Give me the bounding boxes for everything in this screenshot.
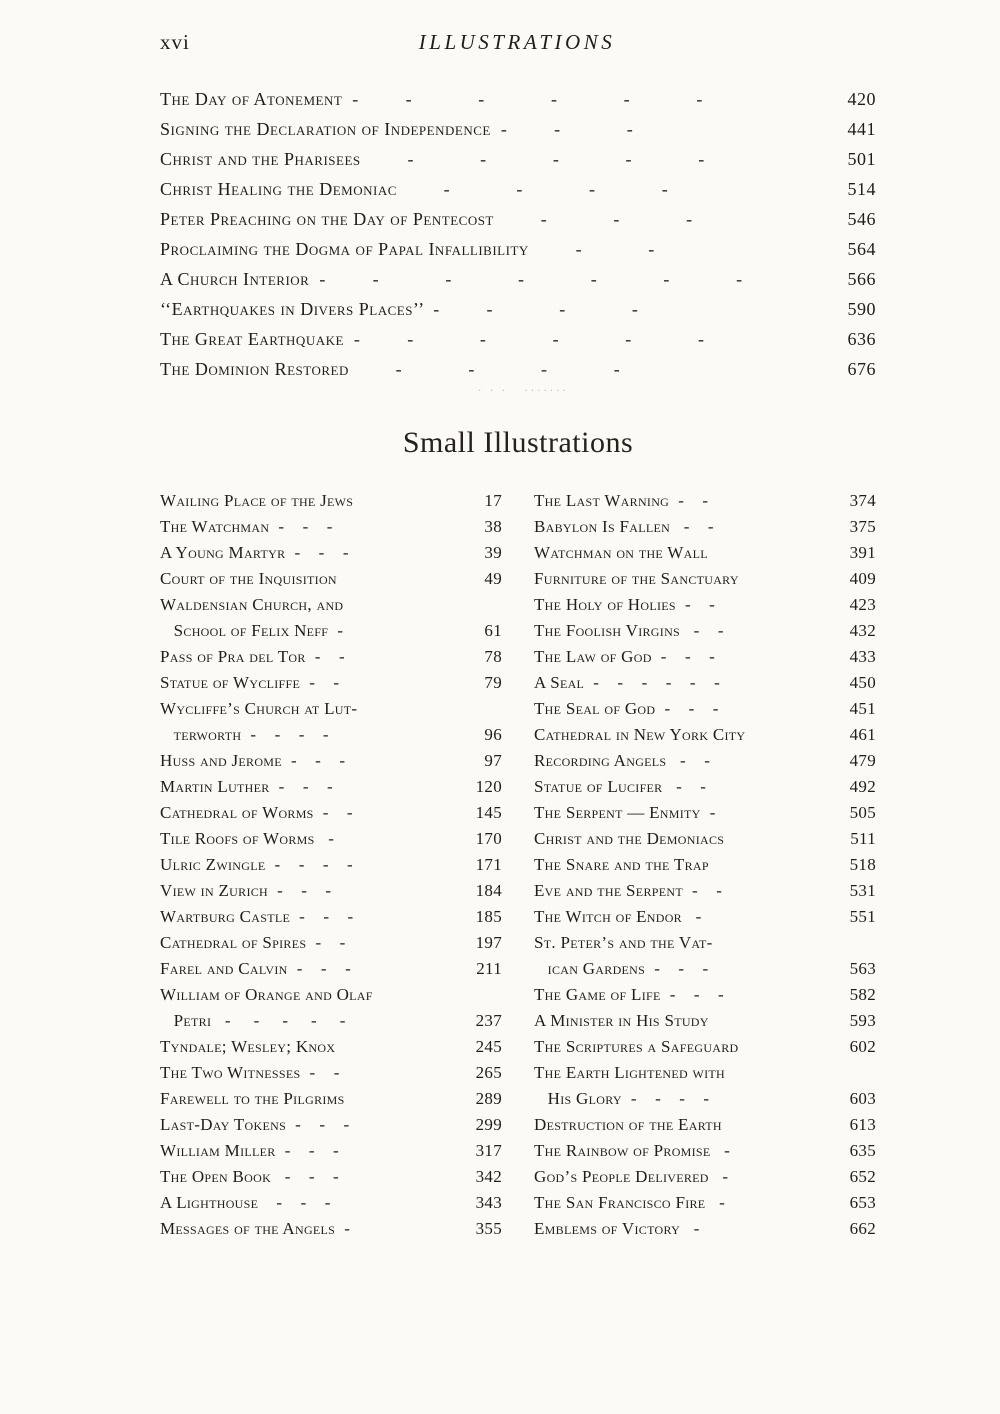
illustration-entry: [534, 1112, 876, 1138]
page-number: 409: [849, 569, 876, 588]
illustration-title: Messages of the Angels -: [160, 1219, 351, 1238]
illustration-title: The Seal of God - - -: [534, 699, 719, 718]
illustration-title: A Seal - - - - - -: [534, 673, 721, 692]
illustration-entry: [534, 1034, 876, 1060]
illustration-entry: [534, 1190, 876, 1216]
illustration-title: Pass of Pra del Tor - -: [160, 647, 345, 666]
illustration-entry: [534, 852, 876, 878]
illustration-entry: [534, 488, 876, 514]
illustration-title: William of Orange and Olaf: [160, 985, 373, 1004]
page-number: 676: [847, 359, 876, 379]
illustration-title: Wailing Place of the Jews: [160, 491, 354, 510]
illustration-entry: [534, 982, 876, 1008]
illustration-entry: [160, 1190, 502, 1216]
page-number: 563: [849, 959, 876, 978]
illustration-entry: [160, 84, 876, 114]
page-number: 602: [849, 1037, 876, 1056]
illustration-entry: [160, 904, 502, 930]
illustration-entry: [534, 1060, 876, 1086]
illustration-entry: [160, 644, 502, 670]
illustration-entry: [160, 592, 502, 618]
illustration-title: Tile Roofs of Worms -: [160, 829, 335, 848]
illustration-entry: [160, 1086, 502, 1112]
illustration-title: Eve and the Serpent - -: [534, 881, 723, 900]
illustration-title: Wartburg Castle - - -: [160, 907, 354, 926]
illustration-title: A Young Martyr - - -: [160, 543, 349, 562]
illustration-title: Christ and the Pharisees: [160, 149, 361, 169]
page-number: 441: [847, 119, 876, 139]
page-number: 433: [849, 647, 876, 666]
illustration-entry: [160, 670, 502, 696]
illustration-title: Wycliffe’s Church at Lut-: [160, 699, 358, 718]
illustration-title: The Serpent — Enmity -: [534, 803, 716, 822]
page-number: 355: [475, 1219, 502, 1238]
illustration-title: Cathedral of Worms - -: [160, 803, 353, 822]
dash-leader: - -: [575, 239, 655, 259]
running-head: ILLUSTRATIONS: [418, 30, 616, 54]
illustration-entry: [534, 1216, 876, 1242]
illustration-title: The Earth Lightened with: [534, 1063, 726, 1082]
page-number: 61: [484, 621, 502, 640]
illustration-title: A Minister in His Study: [534, 1011, 709, 1030]
page-number: 590: [847, 299, 876, 319]
illustration-entry: [160, 696, 502, 722]
illustration-entry: [160, 324, 876, 354]
illustration-entry: [160, 878, 502, 904]
page-number: 546: [847, 209, 876, 229]
page-content: [160, 84, 876, 1242]
illustration-title: Huss and Jerome - - -: [160, 751, 346, 770]
illustration-title: ‘‘Earthquakes in Divers Places’’ -: [160, 299, 440, 319]
illustration-entry: [160, 826, 502, 852]
page-number: 450: [849, 673, 876, 692]
illustration-title: A Church Interior -: [160, 269, 326, 289]
illustration-entry: [160, 1112, 502, 1138]
illustration-entry: [534, 540, 876, 566]
page-number: 265: [475, 1063, 502, 1082]
illustration-entry: [160, 114, 876, 144]
illustration-title: His Glory - - - -: [534, 1089, 710, 1108]
illustration-entry: [160, 566, 502, 592]
illustration-title: God’s People Delivered -: [534, 1167, 729, 1186]
illustration-title: Watchman on the Wall: [534, 543, 708, 562]
illustration-title: Cathedral of Spires - -: [160, 933, 346, 952]
page-number: 289: [475, 1089, 502, 1108]
illustration-entry: [534, 956, 876, 982]
illustration-title: Peter Preaching on the Day of Pentecost: [160, 209, 494, 229]
small-illustrations-columns: [160, 488, 876, 1242]
right-column: [534, 488, 876, 1242]
illustration-entry: [534, 878, 876, 904]
illustration-entry: [160, 930, 502, 956]
illustration-title: Christ Healing the Demoniac: [160, 179, 397, 199]
illustration-entry: [160, 514, 502, 540]
illustration-title: Court of the Inquisition: [160, 569, 337, 588]
page-folio: xvi: [160, 30, 190, 54]
illustration-title: Martin Luther - - -: [160, 777, 333, 796]
illustration-title: Tyndale; Wesley; Knox: [160, 1037, 336, 1056]
illustration-entry: [534, 618, 876, 644]
page-number: 170: [475, 829, 502, 848]
page-number: 211: [476, 959, 502, 978]
illustration-entry: [534, 904, 876, 930]
illustration-entry: [160, 852, 502, 878]
illustration-entry: [160, 1138, 502, 1164]
illustration-entry: [534, 930, 876, 956]
illustration-title: The Holy of Holies - -: [534, 595, 716, 614]
illustration-title: The Day of Atonement -: [160, 89, 359, 109]
illustration-title: Ulric Zwingle - - - -: [160, 855, 354, 874]
page-number: 423: [849, 595, 876, 614]
illustration-entry: [160, 982, 502, 1008]
illustration-title: The Scriptures a Safeguard: [534, 1037, 739, 1056]
page-number: 501: [847, 149, 876, 169]
illustration-entry: [160, 956, 502, 982]
illustration-entry: [160, 354, 876, 384]
page-number: 511: [850, 829, 876, 848]
illustration-entry: [160, 618, 502, 644]
illustration-entry: [160, 1164, 502, 1190]
illustration-entry: [160, 774, 502, 800]
illustration-title: Signing the Declaration of Independence -: [160, 119, 508, 139]
page-number: 49: [484, 569, 502, 588]
illustration-title: Destruction of the Earth: [534, 1115, 722, 1134]
page-number: 197: [475, 933, 502, 952]
illustration-entry: [160, 1008, 502, 1034]
illustration-title: Cathedral in New York City: [534, 725, 746, 744]
dash-leader: - - - -: [443, 179, 669, 199]
page-number: 245: [475, 1037, 502, 1056]
print-smudge: · · · ·······: [478, 386, 569, 397]
illustration-title: The Watchman - - -: [160, 517, 333, 536]
illustration-entry: [534, 566, 876, 592]
illustration-title: The Snare and the Trap: [534, 855, 709, 874]
illustration-entry: [534, 774, 876, 800]
illustration-entry: [534, 826, 876, 852]
page-number: 505: [849, 803, 876, 822]
dash-leader: - - - -: [395, 359, 621, 379]
illustration-title: Proclaiming the Dogma of Papal Infallibility: [160, 239, 529, 259]
page-number: 17: [484, 491, 502, 510]
illustration-title: School of Felix Neff -: [160, 621, 344, 640]
illustration-title: Farewell to the Pilgrims: [160, 1089, 345, 1108]
illustration-entry: [160, 174, 876, 204]
page-number: 603: [849, 1089, 876, 1108]
illustration-title: William Miller - - -: [160, 1141, 339, 1160]
dash-leader: - - - - -: [407, 329, 705, 349]
full-page-illustrations-list: [160, 84, 876, 384]
page-number: 420: [847, 89, 876, 109]
page-number: 97: [484, 751, 502, 770]
illustration-entry: [160, 204, 876, 234]
illustration-title: The Game of Life - - -: [534, 985, 724, 1004]
page-number: 184: [475, 881, 502, 900]
dash-leader: - - -: [540, 209, 693, 229]
page-number: 582: [849, 985, 876, 1004]
illustration-title: Waldensian Church, and: [160, 595, 344, 614]
illustration-entry: [534, 1008, 876, 1034]
page-number: 342: [475, 1167, 502, 1186]
page-number: 78: [484, 647, 502, 666]
illustration-title: The Witch of Endor -: [534, 907, 702, 926]
left-column: [160, 488, 502, 1242]
illustration-entry: [160, 1216, 502, 1242]
illustration-title: Farel and Calvin - - -: [160, 959, 352, 978]
illustration-title: The Rainbow of Promise -: [534, 1141, 731, 1160]
page-number: 531: [849, 881, 876, 900]
page-number: 652: [849, 1167, 876, 1186]
illustration-title: The Law of God - - -: [534, 647, 716, 666]
illustration-title: St. Peter’s and the Vat-: [534, 933, 713, 952]
illustration-title: Petri - - - - -: [160, 1011, 346, 1030]
illustration-title: The Two Witnesses - -: [160, 1063, 340, 1082]
illustration-title: Statue of Wycliffe - -: [160, 673, 340, 692]
illustration-title: Furniture of the Sanctuary: [534, 569, 739, 588]
illustration-title: The Last Warning - -: [534, 491, 709, 510]
page-number: 299: [475, 1115, 502, 1134]
page-number: 145: [475, 803, 502, 822]
illustration-title: Statue of Lucifer - -: [534, 777, 707, 796]
page-number: 317: [475, 1141, 502, 1160]
page-number: 564: [847, 239, 876, 259]
page-number: 593: [849, 1011, 876, 1030]
illustration-title: The Foolish Virgins - -: [534, 621, 724, 640]
page-number: 566: [847, 269, 876, 289]
dash-leader: - - - - -: [407, 149, 705, 169]
page-number: 79: [484, 673, 502, 692]
illustration-entry: [160, 294, 876, 324]
dash-leader: - - - - -: [405, 89, 703, 109]
illustration-entry: [534, 696, 876, 722]
dash-leader: - - -: [486, 299, 639, 319]
dash-leader: - - - - - -: [372, 269, 743, 289]
page-number: 492: [849, 777, 876, 796]
page-number: 514: [847, 179, 876, 199]
illustration-title: ican Gardens - - -: [534, 959, 709, 978]
dash-leader: - -: [554, 119, 634, 139]
illustration-title: Last-Day Tokens - - -: [160, 1115, 350, 1134]
page-number: 653: [849, 1193, 876, 1212]
illustration-entry: [534, 1086, 876, 1112]
illustration-entry: [160, 800, 502, 826]
page-number: 479: [849, 751, 876, 770]
illustration-entry: [160, 234, 876, 264]
illustration-entry: [160, 488, 502, 514]
illustration-title: The Great Earthquake -: [160, 329, 361, 349]
illustration-title: A Lighthouse - - -: [160, 1193, 331, 1212]
page-number: 185: [475, 907, 502, 926]
illustration-title: View in Zurich - - -: [160, 881, 332, 900]
illustration-entry: [534, 1164, 876, 1190]
page-number: 343: [475, 1193, 502, 1212]
page-number: 39: [484, 543, 502, 562]
page-number: 38: [484, 517, 502, 536]
illustration-title: The Open Book - - -: [160, 1167, 339, 1186]
illustration-entry: [160, 540, 502, 566]
illustration-entry: [534, 592, 876, 618]
illustration-title: Emblems of Victory -: [534, 1219, 700, 1238]
illustration-entry: [534, 1138, 876, 1164]
illustration-title: The San Francisco Fire -: [534, 1193, 726, 1212]
illustration-entry: [160, 1034, 502, 1060]
page-number: 237: [475, 1011, 502, 1030]
illustration-entry: [534, 800, 876, 826]
page-number: 451: [849, 699, 876, 718]
page-number: 518: [849, 855, 876, 874]
page-number: 613: [849, 1115, 876, 1134]
page-number: 374: [849, 491, 876, 510]
illustration-title: Recording Angels - -: [534, 751, 711, 770]
page-number: 391: [849, 543, 876, 562]
illustration-title: Christ and the Demoniacs: [534, 829, 725, 848]
illustration-entry: [534, 722, 876, 748]
illustration-entry: [534, 644, 876, 670]
page-number: 171: [475, 855, 502, 874]
page-number: 120: [475, 777, 502, 796]
illustration-entry: [534, 748, 876, 774]
section-heading: Small Illustrations: [402, 426, 634, 459]
page-number: 636: [847, 329, 876, 349]
illustration-entry: [160, 144, 876, 174]
page-number: 662: [849, 1219, 876, 1238]
page-number: 461: [849, 725, 876, 744]
illustration-title: Babylon Is Fallen - -: [534, 517, 714, 536]
illustration-entry: [160, 1060, 502, 1086]
page-number: 432: [849, 621, 876, 640]
illustration-entry: [160, 722, 502, 748]
illustration-entry: [534, 514, 876, 540]
page-number: 635: [849, 1141, 876, 1160]
page-number: 551: [849, 907, 876, 926]
page-number: 96: [484, 725, 502, 744]
illustration-title: The Dominion Restored: [160, 359, 349, 379]
illustration-entry: [160, 264, 876, 294]
page-number: 375: [849, 517, 876, 536]
illustration-entry: [160, 748, 502, 774]
illustration-title: terworth - - - -: [160, 725, 329, 744]
illustration-entry: [534, 670, 876, 696]
